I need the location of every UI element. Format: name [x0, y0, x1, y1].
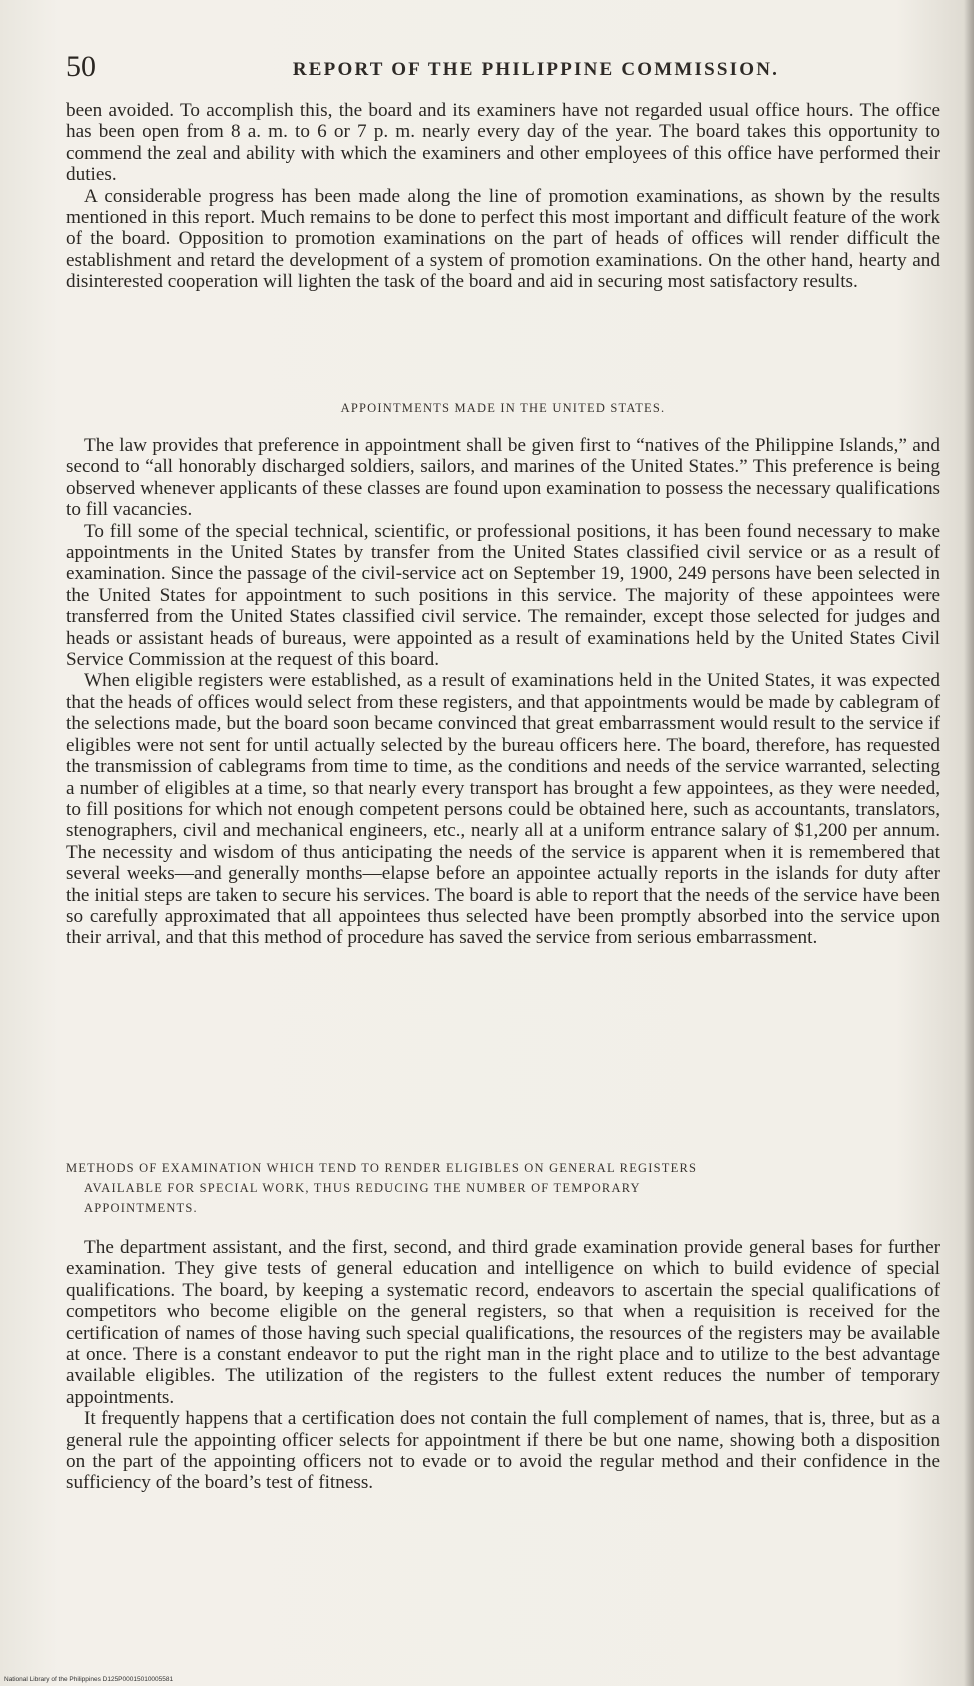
paragraph: To fill some of the special technical, scientific, or professional positions, it has been found necessary to make appointments in the United States by transfer from the United States classified civil service or as a result of examination. Since the passage of the civil-service act on September 19, 1900, 249 persons have been selected in the United States for appointment to such positions in this service. The majority of these appointees were transferred from the United States classified civil service. The remainder, except those selected for judges and heads or assistant heads of bureaus, were appointed as a result of examinations held by the United States Civil Service Commission at the request of this board.	[66, 520, 940, 671]
paragraph: A considerable progress has been made along the line of promotion examinations, as shown by the results mentioned in this report. Much remains to be done to perfect this most important and difficult feature of the work of the board. Opposition to promotion examinations on the part of heads of offices will render difficult the establishment and retard the development of a system of promotion examinations. On the other hand, hearty and disinterested cooperation will lighten the task of the board and aid in securing most satisfactory results.	[66, 185, 940, 293]
paragraph: The law provides that preference in appointment shall be given first to “natives of the Philippine Islands,” and second to “all honorably discharged soldiers, sailors, and marines of the United States.” This preference is being observed whenever applicants of these classes are found upon examination to possess the necessary qualifications to fill vacancies.	[66, 435, 940, 521]
paragraph: It frequently happens that a certification does not contain the full complement of names, that is, three, but as a general rule the appointing officer selects for appointment if there be but one name, showing both a disposition on the part of the appointing officers not to evade or to avoid the regular method and their confidence in the sufficiency of the board’s test of fitness.	[66, 1408, 940, 1494]
page-header	[66, 50, 926, 90]
heading-line: METHODS OF EXAMINATION WHICH TEND TO RENDER ELIGIBLES ON GENERAL REGISTERS	[66, 1161, 698, 1175]
paragraph: been avoided. To accomplish this, the board and its examiners have not regarded usual office hours. The office has been open from 8 a. m. to 6 or 7 p. m. nearly every day of the year. The board takes this opportunity to commend the zeal and ability with which the examiners and other employees of this office have performed their duties.	[66, 100, 940, 186]
text-block-appointments	[66, 435, 940, 949]
section-heading-appointments: APPOINTMENTS MADE IN THE UNITED STATES.	[340, 401, 666, 415]
paragraph: When eligible registers were established, as a result of examinations held in the United States, it was expected that the heads of offices would select from these registers, and that appointments would be made by cablegram of the selections made, but the board soon became convinced that great embarrassment would result to the service if eligibles were not sent for until actually selected by the bureau officers here. The board, therefore, has requested the transmission of cablegrams from time to time, as the conditions and needs of the service warranted, selecting a number of eligibles at a time, so that nearly every transport has brought a few appointees, as they were needed, to fill positions for which not enough competent persons could be obtained here, such as accountants, translators, stenographers, civil and mechanical engineers, etc., nearly all at a uniform entrance salary of $1,200 per annum. The necessity and wisdom of thus anticipating the needs of the service is apparent when it is remembered that several weeks—and generally months—elapse before an appointee actually reports in the islands for duty after the initial steps are taken to secure his services. The board is able to report that the needs of the service have been so carefully approximated that all appointees thus selected have been promptly absorbed into the service upon their arrival, and that this method of procedure has saved the service from serious embarrassment.	[66, 670, 940, 949]
heading-line: AVAILABLE FOR SPECIAL WORK, THUS REDUCING THE NUMBER OF TEMPORARY	[84, 1181, 641, 1195]
running-head: REPORT OF THE PHILIPPINE COMMISSION.	[292, 59, 780, 80]
text-block-methods	[66, 1237, 940, 1494]
paragraph: The department assistant, and the first, second, and third grade examination provide general bases for further examination. They give tests of general education and intelligence on which to build evidence of special qualifications. The board, by keeping a systematic record, endeavors to ascertain the special qualifications of competitors who become eligible on the general registers, so that when a requisition is received for the certification of names of those having such special qualifications, the resources of the registers may be available at once. There is a constant endeavor to put the right man in the right place and to utilize to the best advantage available eligibles. The utilization of the registers to the fullest extent reduces the number of temporary appointments.	[66, 1237, 940, 1408]
library-stamp: National Library of the Philippines D125P00015010005581	[4, 1676, 174, 1683]
text-block-intro	[66, 100, 940, 293]
section-heading-methods	[66, 1158, 940, 1218]
heading-line: APPOINTMENTS.	[84, 1201, 198, 1215]
page-number: 50	[66, 50, 96, 83]
page-edge-shadow	[964, 0, 974, 1686]
